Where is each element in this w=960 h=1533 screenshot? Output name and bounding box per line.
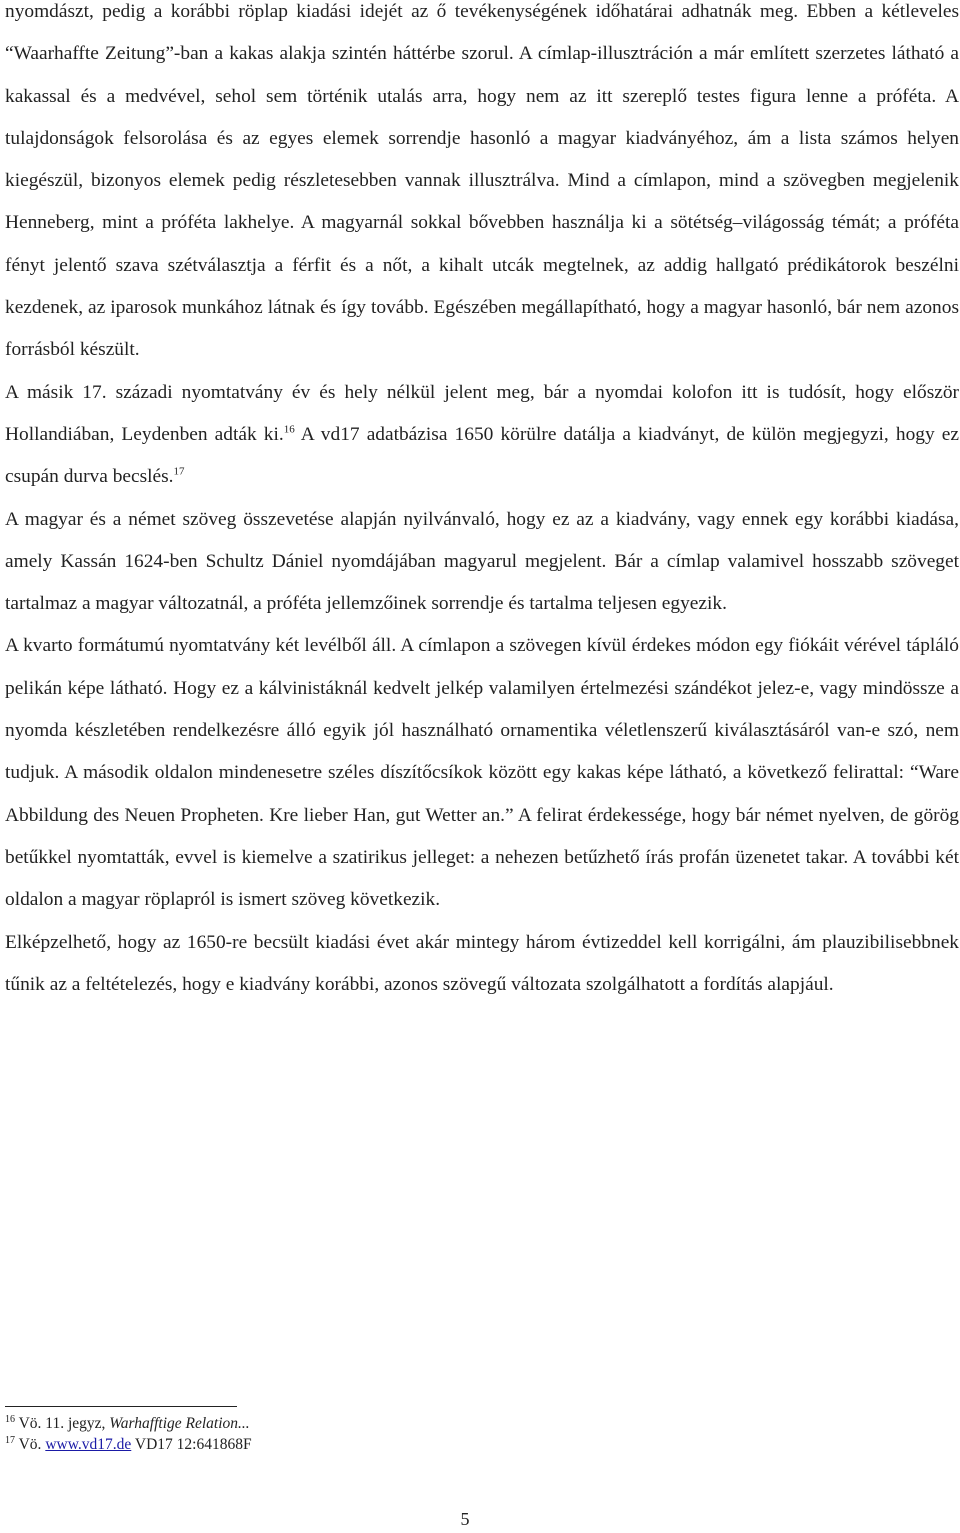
paragraph: Elképzelhető, hogy az 1650-re becsült kiadási évet akár mintegy három évtizeddel kell korrigálni, ám plauzibilisebbnek tűnik az a feltételezés, hogy e kiadvány korábbi, azonos szövegű változata szolgálhatott a fordítás alapjául.	[5, 931, 959, 995]
footnote-ref-17[interactable]: 17	[173, 465, 185, 478]
footnote-ref-16[interactable]: 16	[283, 423, 295, 436]
footnote-text: Vö.	[18, 1436, 46, 1453]
paragraph: nyomdászt, pedig a korábbi röplap kiadási idejét az ő tevékenységének időhatárai adhatnák meg. Ebben a kétleveles “Waarhaffte Zeitung”-ban a kakas alakja szintén háttérbe szorul. A címlap-illusztráción a már említett szerzetes látható a kakassal és a medvével, sehol sem történik utalás arra, hogy nem az itt szereplő testes figura lenne a próféta. A tulajdonságok felsorolása és az egyes elemek sorrendje hasonló a magyar kiadványéhoz, ám a lista számos helyen kiegészül, bizonyos elemek pedig részletesebben vannak illusztrálva. Mind a címlapon, mind a szövegben megjelenik Henneberg, mint a próféta lakhelye. A magyarnál sokkal bővebben használja ki a sötétség–világosság témát; a próféta fényt jelentő szava szétválasztja a férfit és a nőt, a kihalt utcák megtelnek, az addig hallgató prédikátorok beszélni kezdenek, az iparosok munkához látnak és így tovább. Egészében megállapítható, hogy a magyar hasonló, bár nem azonos forrásból készült.	[5, 1, 959, 361]
paragraph-text: A vd17 adatbázisa 1650 körülre datálja a kiadványt, de külön megjegyzi, hogy ez csupán durva becslés.	[5, 423, 959, 488]
paragraph-text: A másik 17. századi nyomtatvány év és hely nélkül jelent meg, bár a nyomdai kolofon itt is tudósít, hogy először Hollandiában, Leydenben adták ki.	[5, 381, 959, 445]
footnote-text: VD17 12:641868F	[131, 1436, 252, 1453]
page-number: 5	[460, 1509, 470, 1529]
body-text	[5, 0, 959, 1006]
footnote-text: Vö. 11. jegyz,	[18, 1415, 110, 1432]
footnotes	[5, 1413, 905, 1455]
footnote-16	[5, 1413, 905, 1434]
paragraph: A kvarto formátumú nyomtatvány két levélből áll. A címlapon a szövegen kívül érdekes módon egy fiókáit vérével tápláló pelikán képe látható. Hogy ez a kálvinistáknál kedvelt jelkép valamilyen értelmezési szándékot jelez-e, vagy mindössze a nyomda készletében rendelkezésre álló egyik jól használható ornamentika véletlenszerű kiválasztásáról van-e szó, nem tudjuk. A második oldalon mindenesetre széles díszítőcsíkok között egy kakas képe látható, a következő felirattal: “Ware Abbildung des Neuen Propheten. Kre lieber Han, gut Wetter an.” A felirat érdekessége, hogy bár német nyelven, de görög betűkkel nyomtatták, evvel is kiemelve a szatirikus jelleget: a nehezen betűzhető írás profán üzenetet takar. A további két oldalon a magyar röplapról is ismert szöveg következik.	[5, 635, 959, 911]
footnote-17	[5, 1434, 905, 1455]
footnote-divider	[5, 1406, 237, 1407]
footnote-title: Warhafftige Relation...	[109, 1415, 250, 1432]
paragraph: A magyar és a német szöveg összevetése alapján nyilvánvaló, hogy ez az a kiadvány, vagy ennek egy korábbi kiadása, amely Kassán 1624-ben Schultz Dániel nyomdájában magyarul megjelent. Bár a címlap valamivel hosszabb szöveget tartalmaz a magyar változatnál, a próféta jellemzőinek sorrendje és tartalma teljesen egyezik.	[5, 508, 959, 615]
footnote-number: 16	[5, 1413, 15, 1425]
footnote-number: 17	[5, 1434, 15, 1446]
vd17-link[interactable]: www.vd17.de	[45, 1436, 132, 1453]
paragraph	[5, 372, 959, 499]
